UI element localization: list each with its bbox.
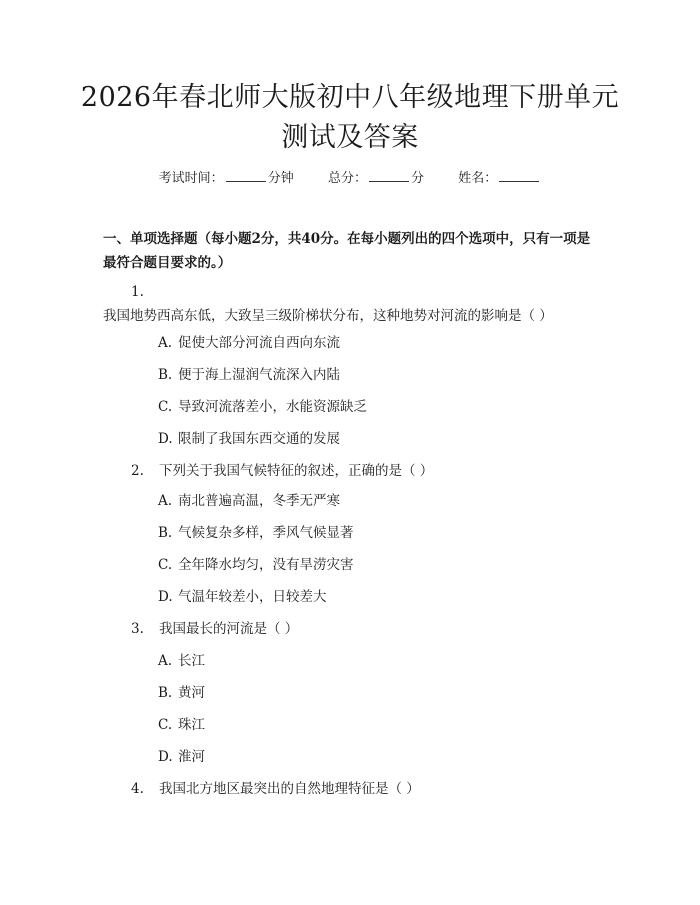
option-text: 气温年较差小，日较差大 xyxy=(178,589,327,605)
option-2b xyxy=(158,523,598,543)
option-letter: A. xyxy=(158,493,173,509)
question-4 xyxy=(103,777,603,801)
option-letter: C. xyxy=(158,557,173,573)
option-1b xyxy=(158,365,598,385)
option-text: 珠江 xyxy=(178,717,205,733)
question-number: 4. xyxy=(131,781,144,797)
time-blank xyxy=(226,168,266,182)
option-letter: A. xyxy=(158,653,173,669)
option-1c xyxy=(158,397,598,417)
option-2a xyxy=(158,491,598,511)
name-blank xyxy=(499,168,539,182)
option-text: 便于海上湿润气流深入内陆 xyxy=(178,367,340,383)
option-letter: C. xyxy=(158,399,173,415)
option-text: 黄河 xyxy=(178,685,205,701)
question-number: 3. xyxy=(131,621,144,637)
section-heading: 一、单项选择题（每小题2分，共40分。在每小题列出的四个选项中，只有一项是最符合题目要求的。） xyxy=(103,231,591,271)
option-text: 南北普遍高温，冬季无严寒 xyxy=(178,493,340,509)
time-unit: 分钟 xyxy=(267,171,294,186)
option-letter: D. xyxy=(158,749,173,765)
option-3b xyxy=(158,683,598,703)
option-text: 气候复杂多样，季风气候显著 xyxy=(178,525,354,541)
score-blank xyxy=(369,168,409,182)
question-number: 2. xyxy=(131,463,144,479)
option-text: 导致河流落差小，水能资源缺乏 xyxy=(178,399,367,415)
option-3c xyxy=(158,715,598,735)
question-text: 我国地势西高东低，大致呈三级阶梯状分布，这种地势对河流的影响是（ ） xyxy=(103,308,553,324)
option-text: 全年降水均匀，没有旱涝灾害 xyxy=(178,557,354,573)
title-line-1: 2026年春北师大版初中八年级地理下册单元 xyxy=(80,82,620,113)
question-text: 下列关于我国气候特征的叙述，正确的是（ ） xyxy=(159,463,434,479)
option-letter: B. xyxy=(158,367,173,383)
time-label: 考试时间： xyxy=(158,171,224,186)
option-letter: A. xyxy=(158,335,173,351)
option-2d xyxy=(158,587,598,607)
option-letter: C. xyxy=(158,717,173,733)
question-1 xyxy=(103,280,603,328)
option-text: 淮河 xyxy=(178,749,205,765)
option-3a xyxy=(158,651,598,671)
option-text: 促使大部分河流自西向东流 xyxy=(178,335,340,351)
question-text: 我国最长的河流是（ ） xyxy=(159,621,299,637)
option-1d xyxy=(158,429,598,449)
question-number: 1. xyxy=(131,284,144,300)
question-3 xyxy=(103,617,603,641)
option-letter: D. xyxy=(158,589,173,605)
option-letter: D. xyxy=(158,431,173,447)
question-text: 我国北方地区最突出的自然地理特征是（ ） xyxy=(159,781,420,797)
option-1a xyxy=(158,333,598,353)
option-letter: B. xyxy=(158,685,173,701)
score-unit: 分 xyxy=(411,171,425,186)
score-label: 总分： xyxy=(327,171,367,186)
name-label: 姓名： xyxy=(458,171,498,186)
title-line-2: 测试及答案 xyxy=(281,122,419,153)
document-title xyxy=(60,78,640,158)
option-text: 限制了我国东西交通的发展 xyxy=(178,431,340,447)
option-2c xyxy=(158,555,598,575)
option-3d xyxy=(158,747,598,767)
question-2 xyxy=(103,459,603,483)
option-text: 长江 xyxy=(178,653,205,669)
exam-info-line xyxy=(0,168,700,189)
option-letter: B. xyxy=(158,525,173,541)
